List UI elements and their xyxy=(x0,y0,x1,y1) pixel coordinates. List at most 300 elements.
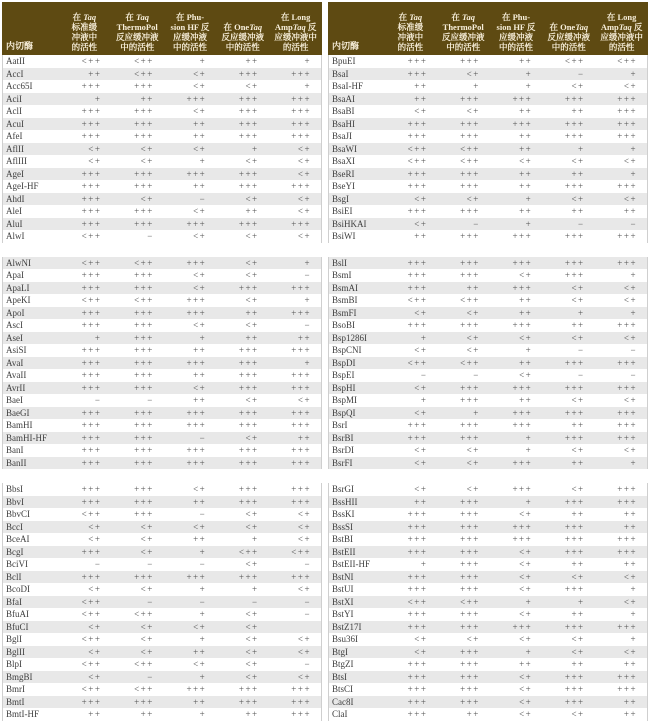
activity-value: +++ xyxy=(81,696,102,707)
activity-value: + xyxy=(525,496,533,507)
enzyme-name: BsiWI xyxy=(332,231,356,242)
activity-value: +++ xyxy=(407,257,428,268)
header-line: sion HF 反 xyxy=(496,21,536,32)
enzyme-name: BstBI xyxy=(332,534,354,545)
activity-value: +++ xyxy=(617,181,638,192)
activity-value: +++ xyxy=(617,106,638,117)
header-line: 反应缓冲液 xyxy=(221,31,265,42)
activity-value: + xyxy=(525,218,533,229)
activity-value: +++ xyxy=(460,671,480,682)
table-body xyxy=(328,55,648,721)
activity-value: ++ xyxy=(519,181,533,192)
header-line: 在 Phu- xyxy=(175,11,205,22)
activity-value: ++ xyxy=(193,534,207,545)
activity-value: +++ xyxy=(134,345,154,356)
table-row xyxy=(3,307,321,320)
activity-value: + xyxy=(252,584,259,595)
enzyme-name: BanI xyxy=(6,445,24,456)
activity-value: + xyxy=(525,596,533,607)
activity-value: +++ xyxy=(291,118,312,129)
header-line: 在 Taq xyxy=(398,11,423,22)
activity-value: +++ xyxy=(81,457,102,468)
activity-value: +++ xyxy=(407,181,428,192)
enzyme-name: AciI xyxy=(6,93,22,104)
activity-value: +++ xyxy=(238,93,259,104)
activity-value: +++ xyxy=(238,168,259,179)
activity-value: +++ xyxy=(460,118,480,129)
header-line: 的活性 xyxy=(282,41,309,52)
activity-value: +++ xyxy=(238,106,259,117)
activity-value: +++ xyxy=(238,118,259,129)
activity-value: +++ xyxy=(81,445,102,456)
activity-value: ++ xyxy=(519,659,533,670)
activity-value: +++ xyxy=(81,307,102,318)
activity-value: ++ xyxy=(245,307,259,318)
activity-value: +++ xyxy=(460,696,480,707)
activity-value: ++ xyxy=(571,659,585,670)
activity-value: − xyxy=(147,596,154,607)
table-row xyxy=(3,496,321,509)
activity-value: <+ xyxy=(519,709,533,720)
activity-value: <++ xyxy=(81,231,102,242)
activity-value: +++ xyxy=(460,521,480,532)
header-line: 中的活性 xyxy=(120,41,155,52)
activity-value: +++ xyxy=(238,420,259,431)
activity-value: +++ xyxy=(512,257,533,268)
activity-value: ++ xyxy=(623,709,638,720)
activity-value: +++ xyxy=(81,320,102,331)
activity-value: + xyxy=(630,457,638,468)
activity-value: +++ xyxy=(291,181,312,192)
activity-value: − xyxy=(199,596,207,607)
table-row xyxy=(329,382,647,395)
table-body xyxy=(2,55,322,721)
activity-value: +++ xyxy=(617,684,638,695)
activity-value: + xyxy=(420,395,428,406)
enzyme-name: BsaI-HF xyxy=(332,81,363,92)
activity-value: − xyxy=(578,345,585,356)
activity-value: ++ xyxy=(623,559,638,570)
table-row xyxy=(3,218,321,231)
activity-value: +++ xyxy=(81,484,102,495)
activity-value: − xyxy=(420,370,428,381)
enzyme-name: BfuAI xyxy=(6,609,29,620)
enzyme-activity-table-left xyxy=(2,2,322,721)
activity-value: + xyxy=(525,432,533,443)
activity-value: ++ xyxy=(193,646,207,657)
table-row xyxy=(329,269,647,282)
table-row xyxy=(329,608,647,621)
activity-value: <+ xyxy=(245,231,259,242)
enzyme-name: Cac8I xyxy=(332,696,354,707)
enzyme-name: BclI xyxy=(6,571,22,582)
activity-value: + xyxy=(420,332,428,343)
enzyme-name: BssKI xyxy=(332,509,355,520)
activity-value: + xyxy=(304,56,312,67)
activity-value: +++ xyxy=(186,218,207,229)
enzyme-name: BssHII xyxy=(332,496,358,507)
header-line: 在 Taq xyxy=(125,11,149,22)
activity-value: <+ xyxy=(466,484,480,495)
activity-value: <+ xyxy=(245,156,259,167)
activity-value: <++ xyxy=(291,546,312,557)
activity-value: +++ xyxy=(134,307,154,318)
activity-value: ++ xyxy=(414,81,428,92)
activity-value: +++ xyxy=(238,218,259,229)
table-row xyxy=(3,621,321,634)
activity-value: +++ xyxy=(291,457,312,468)
activity-value: <+ xyxy=(519,332,533,343)
activity-value: +++ xyxy=(186,307,207,318)
table-row xyxy=(329,432,647,445)
table-row xyxy=(3,130,321,143)
activity-value: <+ xyxy=(140,193,154,204)
activity-value: <+ xyxy=(466,345,480,356)
buffer-column-header-1 xyxy=(58,2,111,55)
activity-value: ++ xyxy=(623,659,638,670)
activity-value: +++ xyxy=(81,407,102,418)
table-row xyxy=(3,269,321,282)
table-row xyxy=(329,55,647,68)
activity-value: <+ xyxy=(623,596,638,607)
activity-value: <+ xyxy=(623,282,638,293)
activity-value: +++ xyxy=(460,131,480,142)
activity-value: +++ xyxy=(238,684,259,695)
header-line: 在 Taq xyxy=(72,11,97,22)
activity-value: +++ xyxy=(564,496,585,507)
activity-value: <+ xyxy=(519,634,533,645)
activity-value: <+ xyxy=(245,521,259,532)
activity-value: +++ xyxy=(564,696,585,707)
activity-value: <+ xyxy=(623,295,638,306)
activity-value: +++ xyxy=(460,534,480,545)
activity-value: <+ xyxy=(245,634,259,645)
activity-value: <+ xyxy=(245,193,259,204)
table-row xyxy=(329,369,647,382)
activity-value: + xyxy=(630,609,638,620)
activity-value: ++ xyxy=(571,609,585,620)
activity-value: <+ xyxy=(519,509,533,520)
enzyme-name: BciVI xyxy=(6,559,28,570)
table-row xyxy=(3,608,321,621)
enzyme-name: ApoI xyxy=(6,307,25,318)
activity-value: <+ xyxy=(623,571,638,582)
table-row xyxy=(3,180,321,193)
activity-value: ++ xyxy=(245,206,259,217)
buffer-column-header-3 xyxy=(490,2,543,55)
activity-value: <+ xyxy=(297,634,312,645)
activity-value: <++ xyxy=(460,596,480,607)
table-row xyxy=(329,282,647,295)
header-line: 在 Taq xyxy=(451,11,475,22)
activity-value: +++ xyxy=(291,445,312,456)
activity-value: +++ xyxy=(186,684,207,695)
activity-value: +++ xyxy=(186,457,207,468)
activity-value: <++ xyxy=(407,357,428,368)
enzyme-name: BfuCI xyxy=(6,621,29,632)
activity-value: +++ xyxy=(460,609,480,620)
activity-value: <+ xyxy=(571,81,585,92)
activity-value: <++ xyxy=(460,295,480,306)
activity-value: <++ xyxy=(134,68,154,79)
activity-value: +++ xyxy=(407,56,428,67)
activity-value: <+ xyxy=(571,571,585,582)
activity-value: +++ xyxy=(81,181,102,192)
buffer-column-header-1 xyxy=(384,2,437,55)
activity-value: + xyxy=(630,270,638,281)
table-row xyxy=(329,130,647,143)
enzyme-name: BsmAI xyxy=(332,282,359,293)
activity-value: − xyxy=(630,345,638,356)
table-row xyxy=(329,596,647,609)
activity-value: +++ xyxy=(238,445,259,456)
activity-value: +++ xyxy=(291,709,312,720)
table-row xyxy=(329,143,647,156)
activity-value: <+ xyxy=(414,345,428,356)
activity-value: <++ xyxy=(238,546,259,557)
activity-value: <+ xyxy=(297,168,312,179)
table-row xyxy=(329,394,647,407)
enzyme-name: BsgI xyxy=(332,193,350,204)
activity-value: <+ xyxy=(88,646,102,657)
activity-value: <+ xyxy=(88,521,102,532)
activity-value: +++ xyxy=(291,496,312,507)
activity-value: <+ xyxy=(571,709,585,720)
activity-value: <+ xyxy=(571,332,585,343)
activity-value: <++ xyxy=(134,295,154,306)
activity-value: +++ xyxy=(460,320,480,331)
table-row xyxy=(3,257,321,270)
table-row xyxy=(329,671,647,684)
activity-value: + xyxy=(252,143,259,154)
activity-value: +++ xyxy=(291,345,312,356)
activity-value: + xyxy=(420,559,428,570)
activity-value: +++ xyxy=(81,432,102,443)
activity-value: +++ xyxy=(564,231,585,242)
activity-value: ++ xyxy=(571,106,585,117)
activity-value: ++ xyxy=(571,420,585,431)
header-line: 的活性 xyxy=(71,41,98,52)
enzyme-name: BsaXI xyxy=(332,156,355,167)
activity-value: +++ xyxy=(460,56,480,67)
activity-value: +++ xyxy=(134,484,154,495)
activity-value: +++ xyxy=(460,395,480,406)
activity-value: +++ xyxy=(617,534,638,545)
activity-value: <+ xyxy=(193,270,207,281)
activity-value: <+ xyxy=(88,143,102,154)
enzyme-name: BtgI xyxy=(332,646,349,657)
activity-value: +++ xyxy=(460,257,480,268)
activity-value: <+ xyxy=(245,621,259,632)
activity-value: <+ xyxy=(519,156,533,167)
activity-value: <++ xyxy=(134,684,154,695)
activity-value: <++ xyxy=(407,596,428,607)
activity-value: +++ xyxy=(238,357,259,368)
activity-value: +++ xyxy=(564,684,585,695)
enzyme-name: BspMI xyxy=(332,395,358,406)
activity-value: +++ xyxy=(81,131,102,142)
activity-value: <++ xyxy=(81,509,102,520)
activity-value: <+ xyxy=(466,332,480,343)
activity-value: − xyxy=(147,559,154,570)
activity-value: +++ xyxy=(134,432,154,443)
activity-value: <+ xyxy=(414,457,428,468)
activity-value: <+ xyxy=(193,621,207,632)
activity-value: +++ xyxy=(238,457,259,468)
activity-value: ++ xyxy=(519,131,533,142)
enzyme-name: BlpI xyxy=(6,659,23,670)
header-line: AmpTaq 反 xyxy=(600,21,643,32)
enzyme-name: BbsI xyxy=(6,484,24,495)
activity-value: +++ xyxy=(134,370,154,381)
activity-value: − xyxy=(304,320,312,331)
table-row xyxy=(329,419,647,432)
buffer-column-header-2 xyxy=(437,2,490,55)
table-section xyxy=(2,483,322,721)
activity-value: ++ xyxy=(466,282,480,293)
activity-value: +++ xyxy=(134,357,154,368)
enzyme-name: AluI xyxy=(6,218,23,229)
table-section xyxy=(328,257,648,470)
activity-value: + xyxy=(199,634,207,645)
activity-value: ++ xyxy=(519,168,533,179)
activity-value: ++ xyxy=(519,295,533,306)
activity-value: <++ xyxy=(460,156,480,167)
buffer-column-header-4 xyxy=(542,2,595,55)
enzyme-name: AvaI xyxy=(6,357,24,368)
table-row xyxy=(3,357,321,370)
activity-value: <++ xyxy=(81,295,102,306)
activity-value: +++ xyxy=(460,646,480,657)
activity-value: − xyxy=(578,218,585,229)
table-row xyxy=(3,105,321,118)
enzyme-name: BsrBI xyxy=(332,432,354,443)
activity-value: <+ xyxy=(571,156,585,167)
enzyme-name: BsaBI xyxy=(332,106,355,117)
activity-value: <+ xyxy=(414,407,428,418)
activity-value: + xyxy=(525,445,533,456)
header-line: 标准缓 xyxy=(397,21,424,32)
activity-value: <+ xyxy=(297,671,312,682)
activity-value: +++ xyxy=(134,282,154,293)
enzyme-name: AflII xyxy=(6,143,24,154)
activity-value: +++ xyxy=(617,118,638,129)
enzyme-name: BseYI xyxy=(332,181,355,192)
activity-value: +++ xyxy=(407,521,428,532)
activity-value: +++ xyxy=(81,357,102,368)
header-line: AmpTaq 反 xyxy=(274,21,317,32)
header-line: 中的活性 xyxy=(446,41,481,52)
activity-value: <+ xyxy=(414,634,428,645)
activity-value: <++ xyxy=(564,56,585,67)
enzyme-name: BslI xyxy=(332,257,348,268)
activity-value: <+ xyxy=(140,621,154,632)
activity-value: − xyxy=(199,509,207,520)
enzyme-name: BstNI xyxy=(332,571,354,582)
activity-value: +++ xyxy=(617,357,638,368)
activity-value: + xyxy=(525,646,533,657)
table-row xyxy=(329,307,647,320)
activity-value: +++ xyxy=(134,496,154,507)
activity-value: <+ xyxy=(414,193,428,204)
activity-value: +++ xyxy=(512,457,533,468)
table-row xyxy=(3,521,321,534)
activity-value: <+ xyxy=(414,382,428,393)
activity-value: +++ xyxy=(186,357,207,368)
activity-value: <+ xyxy=(88,584,102,595)
activity-value: <+ xyxy=(414,218,428,229)
activity-value: <+ xyxy=(414,646,428,657)
enzyme-name: BmrI xyxy=(6,684,25,695)
activity-value: <+ xyxy=(297,521,312,532)
table-row xyxy=(3,558,321,571)
activity-value: +++ xyxy=(564,131,585,142)
enzyme-name: BsaWI xyxy=(332,143,357,154)
table-row xyxy=(329,658,647,671)
header-line: 在 OneTaq xyxy=(549,21,589,32)
table-row xyxy=(3,80,321,93)
activity-value: +++ xyxy=(291,131,312,142)
table-row xyxy=(329,257,647,270)
enzyme-name: AccI xyxy=(6,68,24,79)
activity-value: <++ xyxy=(617,56,638,67)
activity-value: <+ xyxy=(140,534,154,545)
table-row xyxy=(3,571,321,584)
activity-value: +++ xyxy=(617,484,638,495)
activity-value: +++ xyxy=(81,193,102,204)
activity-value: <+ xyxy=(245,609,259,620)
activity-value: <+ xyxy=(623,193,638,204)
activity-value: +++ xyxy=(134,509,154,520)
activity-value: − xyxy=(304,609,312,620)
enzyme-name: BbvCI xyxy=(6,509,31,520)
enzyme-name: BccI xyxy=(6,521,23,532)
activity-value: +++ xyxy=(564,382,585,393)
activity-value: +++ xyxy=(512,320,533,331)
table-row xyxy=(3,596,321,609)
table-row xyxy=(329,168,647,181)
activity-value: <+ xyxy=(519,609,533,620)
table-row xyxy=(329,633,647,646)
activity-value: +++ xyxy=(617,231,638,242)
enzyme-name: BseRI xyxy=(332,168,355,179)
enzyme-name: BmtI xyxy=(6,696,25,707)
activity-value: +++ xyxy=(564,521,585,532)
activity-value: +++ xyxy=(460,496,480,507)
activity-value: +++ xyxy=(512,521,533,532)
activity-value: <++ xyxy=(407,295,428,306)
activity-value: <+ xyxy=(519,546,533,557)
enzyme-name: AgeI-HF xyxy=(6,181,39,192)
activity-value: +++ xyxy=(186,420,207,431)
activity-value: <+ xyxy=(193,68,207,79)
activity-value: ++ xyxy=(414,496,428,507)
activity-value: +++ xyxy=(617,496,638,507)
header-line: 应缓冲液中 xyxy=(600,31,643,42)
activity-value: ++ xyxy=(297,432,312,443)
section-gap xyxy=(2,469,322,483)
table-row xyxy=(329,621,647,634)
table-row xyxy=(3,205,321,218)
table-row xyxy=(329,193,647,206)
activity-value: <+ xyxy=(466,193,480,204)
section-gap xyxy=(2,243,322,257)
activity-value: <+ xyxy=(571,646,585,657)
activity-value: + xyxy=(473,407,480,418)
table-row xyxy=(3,193,321,206)
activity-value: + xyxy=(630,307,638,318)
activity-value: +++ xyxy=(134,696,154,707)
